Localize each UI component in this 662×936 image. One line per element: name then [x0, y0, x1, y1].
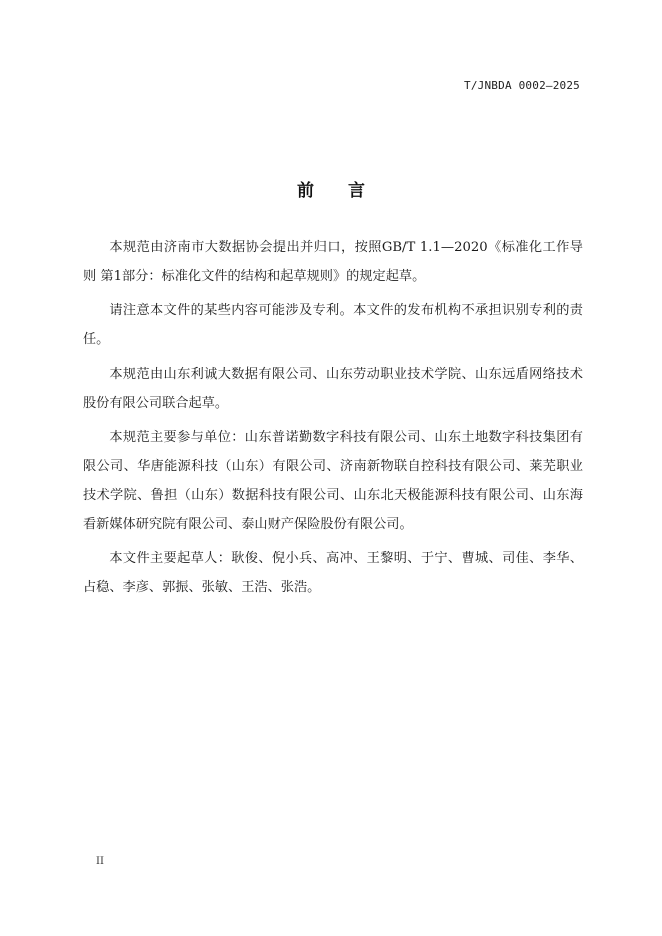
- document-body: [83, 233, 583, 607]
- paragraph-drafters: 本文件主要起草人：耿俊、倪小兵、高冲、王黎明、于宁、曹城、司佳、李华、占稳、李彦、郭振、张敏、王浩、张浩。: [83, 551, 583, 596]
- paragraph-drafting-units: 本规范由山东利诚大数据有限公司、山东劳动职业技术学院、山东远盾网络技术股份有限公司联合起草。: [83, 366, 583, 411]
- paragraph-patent-notice: 请注意本文件的某些内容可能涉及专利。本文件的发布机构不承担识别专利的责任。: [83, 303, 583, 348]
- page-number: II: [96, 856, 104, 867]
- paragraph-ownership: 本规范由济南市大数据协会提出并归口，按照GB/T 1.1—2020《标准化工作导则 第1部分：标准化文件的结构和起草规则》的规定起草。: [83, 240, 583, 284]
- page-title: 前言: [297, 181, 399, 201]
- document-code: T/JNBDA 0002—2025: [464, 79, 580, 92]
- paragraph-participating-units: 本规范主要参与单位：山东普诺勤数字科技有限公司、山东土地数字科技集团有限公司、华唐能源科技（山东）有限公司、济南新物联自控科技有限公司、莱芜职业技术学院、鲁担（山东）数据科技有限公司、山东北天极能源科技有限公司、山东海看新媒体研究院有限公司、泰山财产保险股份有限公司。: [83, 429, 583, 532]
